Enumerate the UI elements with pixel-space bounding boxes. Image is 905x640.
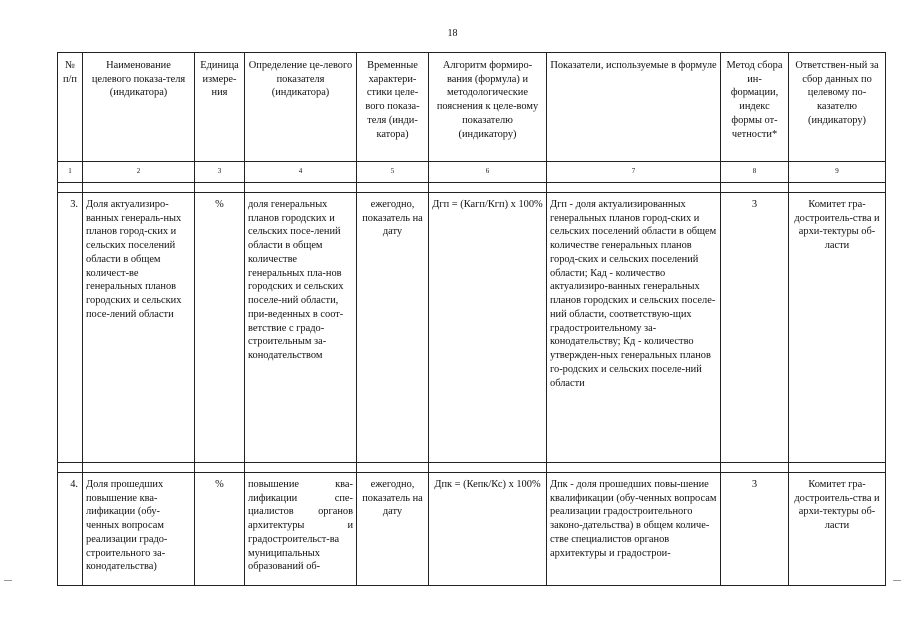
- row-number: 4.: [58, 473, 83, 586]
- timing: ежегодно, показатель на дату: [357, 473, 429, 586]
- column-number: 2: [83, 162, 195, 183]
- column-number: 4: [245, 162, 357, 183]
- column-number-row: [58, 162, 886, 183]
- header-cell: Единица измере-ния: [195, 53, 245, 162]
- header-cell: Ответствен-ный за сбор данных по целевому по-казателю (индикатору): [789, 53, 886, 162]
- page-number: 18: [447, 28, 458, 39]
- indicator-name: Доля прошедших повышение ква-лификации (обу-ченных вопросам реализации градо-строительного за-конодательства): [83, 473, 195, 586]
- formula: Дгп = (Кагп/Кгп) х 100%: [429, 193, 547, 463]
- column-number: 3: [195, 162, 245, 183]
- timing: ежегодно, показатель на дату: [357, 193, 429, 463]
- header-cell: Алгоритм формиро-вания (формула) и методологические пояснения к целе-вому показателю (индикатору): [429, 53, 547, 162]
- column-number: 7: [547, 162, 721, 183]
- column-number: 5: [357, 162, 429, 183]
- column-number: 8: [721, 162, 789, 183]
- column-number: 6: [429, 162, 547, 183]
- header-cell: Определение це-левого показателя (индикатора): [245, 53, 357, 162]
- table-row: [58, 473, 886, 586]
- responsible: Комитет гра-достроитель-ства и архи-тектуры об-ласти: [789, 473, 886, 586]
- unit: %: [195, 473, 245, 586]
- collection-method: 3: [721, 193, 789, 463]
- scan-edge-mark: [4, 580, 12, 581]
- scan-edge-mark: [893, 580, 901, 581]
- indicator-name: Доля актуализиро-ванных генераль-ных планов город-ских и сельских поселений области в общем количест-ве генеральных планов городских и сельских посе-лений области: [83, 193, 195, 463]
- header-cell: № п/п: [58, 53, 83, 162]
- indicator-definition: доля генеральных планов городских и сельских посе-лений области в общем количестве генеральных пла-нов городских и сельских поселе-ний области, при-веденных в соот-ветствие с градо-строительным за-конодательством: [245, 193, 357, 463]
- header-cell: Метод сбора ин-формации, индекс формы от-четности*: [721, 53, 789, 162]
- table-row: [58, 193, 886, 463]
- column-number: 1: [58, 162, 83, 183]
- spacer-row: [58, 463, 886, 473]
- header-cell: Временные характери-стики целе-вого показа-теля (инди-катора): [357, 53, 429, 162]
- header-cell: Наименование целевого показа-теля (индикатора): [83, 53, 195, 162]
- indicator-definition: повышение ква-лификации спе-циалистов органов архитектуры и градостроительст-ва муниципальных образований об-: [245, 473, 357, 586]
- responsible: Комитет гра-достроитель-ства и архи-тектуры об-ласти: [789, 193, 886, 463]
- table-header-row: [58, 53, 886, 162]
- indicator-table: [57, 52, 886, 586]
- formula-indicators: Дгп - доля актуализированных генеральных планов город-ских и сельских поселений области в общем количестве генеральных планов город-ских и сельских поселений области; Кад - количество актуализиро-ванных генеральных планов городских и сельских поселе-ний области, соответствую-щих градостроительному за-конодательству; Кд - количество утвержден-ных генеральных планов го-родских и сельских поселе-ний области: [547, 193, 721, 463]
- collection-method: 3: [721, 473, 789, 586]
- row-number: 3.: [58, 193, 83, 463]
- column-number: 9: [789, 162, 886, 183]
- unit: %: [195, 193, 245, 463]
- spacer-row: [58, 183, 886, 193]
- header-cell: Показатели, используемые в формуле: [547, 53, 721, 162]
- formula: Дпк = (Кепк/Кс) х 100%: [429, 473, 547, 586]
- formula-indicators: Дпк - доля прошедших повы-шение квалификации (обу-ченных вопросам реализации градостроительного законо-дательства) в общем количе-стве специалистов органов архитектуры и градострои-: [547, 473, 721, 586]
